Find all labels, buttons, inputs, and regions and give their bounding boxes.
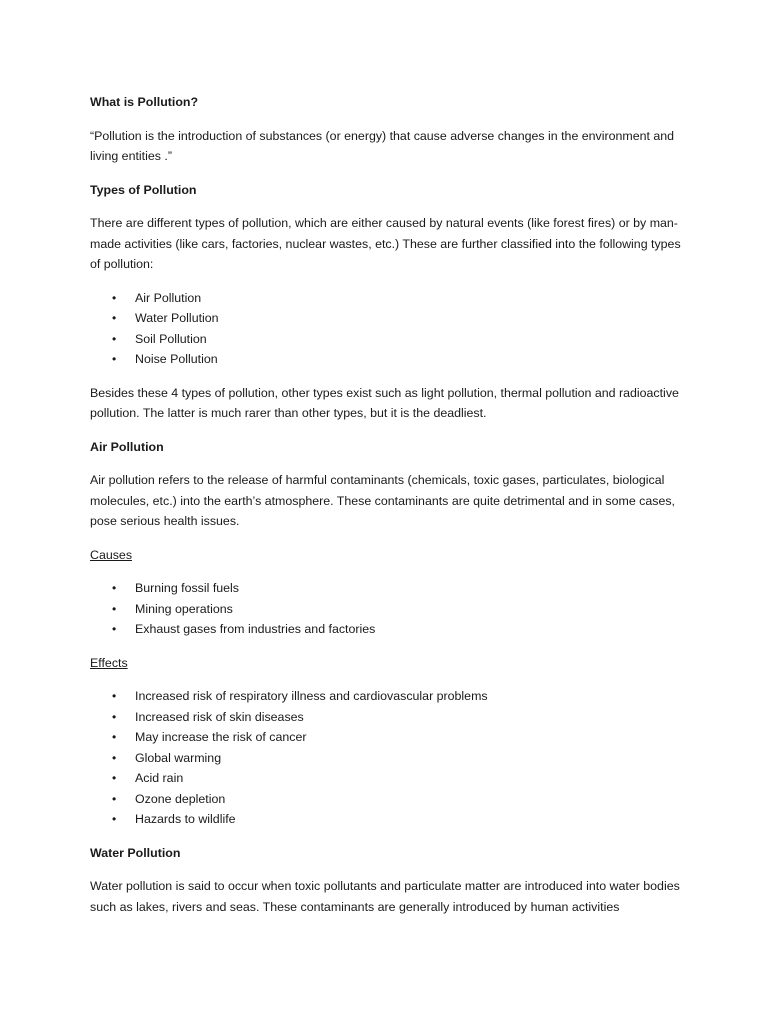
subheading-effects: Effects [90, 655, 128, 670]
list-item: • Noise Pollution [90, 349, 690, 370]
bullet-icon: • [112, 581, 117, 595]
causes-list [90, 578, 690, 640]
types-paragraph: There are different types of pollution, which are either caused by natural events (like forest fires) or by man-made activities (like cars, factories, nuclear wastes, etc.) These are further classified into the following types of pollution: [90, 216, 681, 271]
bullet-icon: • [112, 352, 117, 366]
heading-types-of-pollution: Types of Pollution [90, 182, 197, 197]
list-item: • Mining operations [90, 599, 690, 620]
definition-quote: “Pollution is the introduction of substances (or energy) that cause adverse changes in the environment and living entities .” [90, 128, 675, 163]
subheading-causes: Causes [90, 547, 133, 562]
heading-air-pollution: Air Pollution [90, 439, 164, 454]
list-item: • Soil Pollution [90, 329, 690, 350]
bullet-icon: • [112, 812, 117, 826]
bullet-icon: • [112, 689, 117, 703]
air-pollution-paragraph: Air pollution refers to the release of harmful contaminants (chemicals, toxic gases, particulates, biological molecules, etc.) into the earth’s atmosphere. These contaminants are quite detrimental and in some cases, pose serious health issues. [90, 473, 675, 528]
heading-water-pollution: Water Pollution [90, 845, 181, 860]
bullet-icon: • [112, 311, 117, 325]
bullet-icon: • [112, 709, 117, 724]
heading-what-is-pollution: What is Pollution? [90, 95, 199, 109]
bullet-icon: • [112, 601, 117, 616]
bullet-icon: • [112, 791, 117, 806]
other-types-paragraph: Besides these 4 types of pollution, other types exist such as light pollution, thermal pollution and radioactive pollution. The latter is much rarer than other types, but it is the deadliest. [90, 385, 679, 420]
list-item: • Ozone depletion [90, 789, 690, 810]
list-item: • Water Pollution [90, 308, 690, 329]
list-item: • Increased risk of respiratory illness and cardiovascular problems [90, 686, 690, 707]
bullet-icon: • [112, 730, 117, 744]
bullet-icon: • [112, 771, 117, 785]
bullet-icon: • [112, 331, 117, 346]
list-item: • Acid rain [90, 768, 690, 789]
list-item: • Air Pollution [90, 288, 690, 309]
bullet-icon: • [112, 750, 117, 765]
list-item: • Burning fossil fuels [90, 578, 690, 599]
bullet-icon: • [112, 622, 117, 636]
effects-list [90, 686, 690, 830]
list-item: • Global warming [90, 748, 690, 769]
list-item: • May increase the risk of cancer [90, 727, 690, 748]
list-item: • Exhaust gases from industries and factories [90, 619, 690, 640]
list-item: • Hazards to wildlife [90, 809, 690, 830]
water-pollution-paragraph: Water pollution is said to occur when toxic pollutants and particulate matter are introduced into water bodies such as lakes, rivers and seas. These contaminants are generally introduced by human activities [90, 879, 680, 914]
types-list [90, 288, 690, 370]
document-page [90, 92, 690, 930]
bullet-icon: • [112, 290, 117, 305]
list-item: • Increased risk of skin diseases [90, 707, 690, 728]
